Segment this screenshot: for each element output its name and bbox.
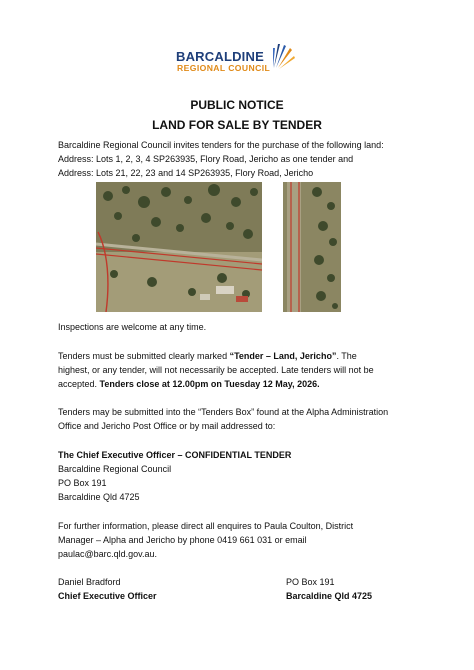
page-title: PUBLIC NOTICE — [190, 98, 284, 112]
page-subtitle: LAND FOR SALE BY TENDER — [152, 118, 322, 132]
inspections-text: Inspections are welcome at any time. — [58, 322, 207, 332]
logo-line2: REGIONAL COUNCIL — [177, 63, 271, 73]
enquiries-line-2: Manager – Alpha and Jericho by phone 0419 661 031 or email — [58, 535, 307, 545]
tender-line-3-pre: accepted. — [58, 379, 100, 389]
logo-line1: BARCALDINE — [176, 49, 264, 64]
tender-line-3 — [58, 378, 320, 390]
address-box: PO Box 191 — [58, 478, 107, 488]
address-org: Barcaldine Regional Council — [58, 464, 172, 474]
tender-label: “Tender – Land, Jericho” — [229, 351, 337, 361]
intro-line-1: Barcaldine Regional Council invites tenders for the purchase of the following land: — [58, 140, 384, 150]
tender-line-1-pre: Tenders must be submitted clearly marked — [58, 351, 230, 361]
council-logo — [176, 42, 300, 82]
tender-line-2: highest, or any tender, will not necessarily be accepted. Late tenders will not be — [58, 365, 374, 375]
intro-line-3: Address: Lots 21, 22, 23 and 14 SP263935, Flory Road, Jericho — [58, 168, 314, 178]
enquiries-email[interactable]: paulac@barc.qld.gov.au. — [58, 549, 158, 559]
aerial-map-right — [283, 182, 341, 312]
submission-line-2: Office and Jericho Post Office or by mail addressed to: — [58, 421, 276, 431]
aerial-map-left — [96, 182, 262, 312]
tender-line-1-post: . The — [336, 351, 357, 361]
tender-line-1 — [58, 350, 357, 362]
closing-date: Tenders close at 12.00pm on Tuesday 12 May, 2026. — [99, 379, 320, 389]
intro-line-2: Address: Lots 1, 2, 3, 4 SP263935, Flory Road, Jericho as one tender and — [58, 154, 354, 164]
signatory-role: Chief Executive Officer — [58, 591, 157, 601]
enquiries-line-1: For further information, please direct all enquires to Paula Coulton, District — [58, 521, 354, 531]
address-town: Barcaldine Qld 4725 — [58, 492, 140, 502]
address-attention: The Chief Executive Officer – CONFIDENTIAL TENDER — [58, 450, 292, 460]
submission-line-1: Tenders may be submitted into the “Tenders Box” found at the Alpha Administration — [58, 407, 389, 417]
sunburst-icon — [270, 42, 296, 72]
signature-town: Barcaldine Qld 4725 — [286, 591, 373, 601]
signature-box: PO Box 191 — [286, 577, 335, 587]
signatory-name: Daniel Bradford — [58, 577, 121, 587]
